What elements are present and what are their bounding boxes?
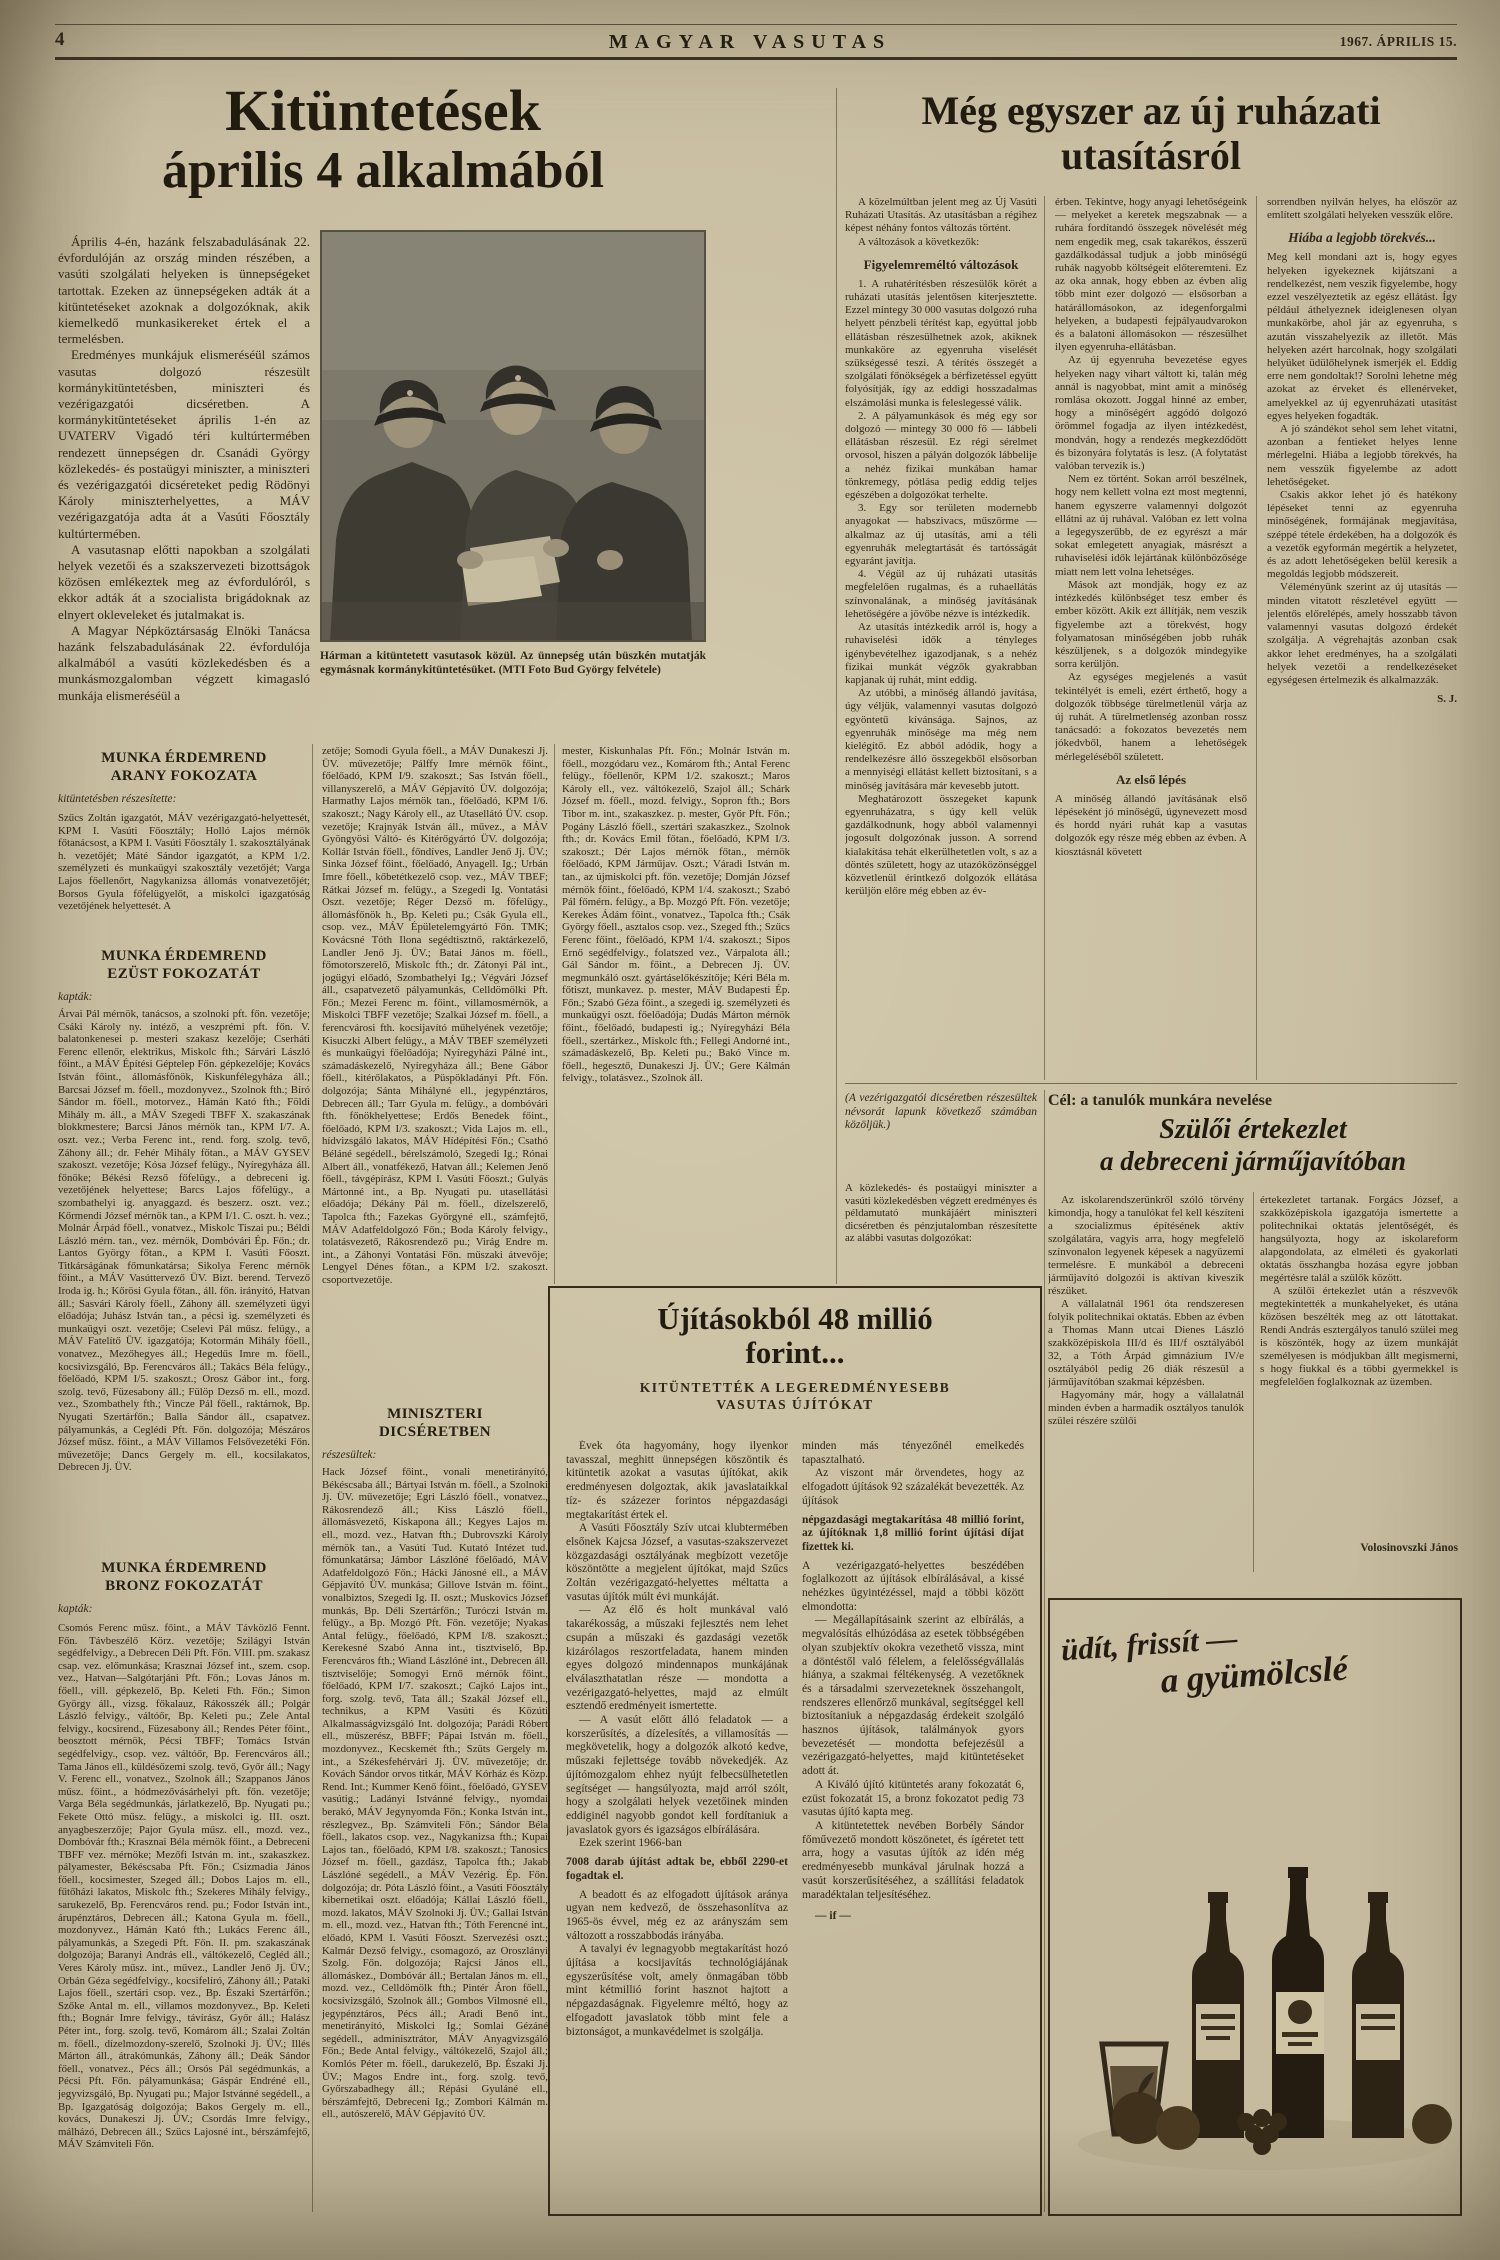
column-rule [312,744,313,2212]
issue-date: 1967. ÁPRILIS 15. [1339,34,1457,49]
school-col1: Az iskolarendszerünkről szóló törvény kimondja, hogy a tanulókat fel kell készíteni a szocializmus építésének aktív szolgálatára, vagyis arra, hogy megfelelő színvonalon legyenek képesek a nagyüzemi termelésre. E munkából a debreceni járműjavító dolgozói is aktívan kiveszik részüket. A vállalatnál 1961 óta rendszeresen folyik politechnikai oktatás. Ebben az évben a Thomas Mann utcai Dienes László szakközépiskola III/d és III/f osztályából 32, a Tóth Árpád gimnázium IV/e osztályából pedig 26 diák részesül a járműjavítóban szakmai képzésben. Hagyomány már, hogy a vállalatnál minden évben a harmadik osztályos tanulók szülei részére szülői [1048,1194,1244,1427]
innovation-headline [550,1302,1040,1370]
uniform-col3-body: Meg kell mondani azt is, hogy egyes helyeken igyekeznek kijátszani a rendelkezést, nem veszik figyelembe, hogy ezzel veszélyeztetik az egész ellátást. Így például áthelyeznek ideiglenesen olyan munkakörbe, ahol jár az egyenruha, s azután visszahelyezik az illetőt. Más helyeken azért harcolnak, hogy szolgálati helyüket üdülőhelynek ismerjék el. Eddig erre nem gondoltak!? Sorolni lehetne még azokat az érveket és ellenérveket, amelyekkel az új egyenruházati utasítást egyes helyeken fogadták. A jó szándékot sehol sem lehet vitatni, azonban a fentieket helyes lenne mérlegelni. Hiába a legjobb törekvés, ha nem vesszük figyelembe az adott lehetőségeket. Csakis akkor lehet jó és hatékony lépéseket tenni az egyenruha minőségének, formájának megjavítása, széppé tétele érdekében, ha a dolgozók és a vezetők egyformán megértik a helyzetet, és az adott lehetőségeken belül keresik a megoldás legjobb módszereit. Véleményünk szerint az új utasítás — minden vitatott részletével együtt — jelentős előrelépés, amely hosszabb távon valamennyi vasutas dolgozó érdekét szolgálja. A végrehajtás azonban csak akkor lehet eredményes, ha a szolgálati helyek vezetői a rendelkezéseket egységesen értelmezik és alkalmazzák. [1267,251,1457,686]
header-top-rule [55,24,1457,25]
section-divider-rule [1044,1090,1045,2212]
awards-intro: Április 4-én, hazánk felszabadulásának 22. évfordulóján az ország minden részében, a vasúti szolgálati helyeken is ünnepségeket tartottak. Ezeken az ünnepségeken adták át a kitüntetéseket azoknak a dolgozóknak, akik kiemelkedő munkasikereket értek el a termelésben. Eredményes munkájuk elismeréséül számos vasutas dolgozó részesült kormánykitüntetésben, miniszteri és vezérigazgatói dicséretben. A kormánykitüntetéseket április 1-én az UVATERV Vigadó téri kultúrtermében rendezett ünnepségen dr. Csanádi György közlekedés- és postaügyi miniszter, a miniszteri és vezérigazgatói dicséreteket pedig Rödönyi Károly miniszterhelyettes, a MÁV vezérigazgatója adta át a Vasúti Főosztály kultúrtermében. A vasutasnap előtti napokban a szolgálati helyek vezetői és a szakszervezeti bizottságok közösen emlékeztek meg az évfordulóról, s ekkor adták át a szocialista brigádoknak az elnyert okleveleket és jutalmakat is. A Magyar Népköztársaság Elnöki Tanácsa hazánk felszabadulásának 22. évfordulója alkalmából a vasúti közlekedésben és a munkásmozgalomban végzett kimagasló munkája elismeréséül a [58,234,310,703]
gold-section-lead: kitüntetésben részesítette: [58,793,177,805]
ministerial-heading-line2: DICSÉRETBEN [379,1423,491,1440]
school-headline [1048,1114,1458,1177]
gold-section-heading [58,750,310,785]
school-col2: értekezletet tartanak. Forgács József, a szakközépiskola igazgatója ismertette a politechnikai oktatás jelentőségét, és hangsúlyozta, hogy az iskolareform alapgondolata, az elméleti és gyakorlati oktatás összhangba hozása egyre jobban megértésre talál a szülők között. A szülői értekezlet után a részvevők megtekintették a munkahelyeket, és utána közösen beszélték meg az ott látottakat. Rendi András esztergályos tanuló szülei meg is köszönték, hogy az üzem munkáját személyesen is módjukban állt megismerni, s hogy fiukkal és a többi gyermekkel is megfelelően foglalkoznak az üzemben. [1260,1194,1458,1388]
innovation-col1-after: A beadott és az elfogadott újítások aránya ugyan nem kedvező, de összehasonlítva az 1965-ös évvel, még ez az arányszám sem változott a rosszabbodás irányába. A tavalyi év legnagyobb megtakarítást hozó újítása a kocsijavítás technológiájának egyszerűsítése volt, amely önmagában több mint kétmillió forint hasznot hajtott a népgazdaságnak. Figyelemre méltó, hogy az elfogadott javaslatok több mint fele a biztonságot, a munkavédelmet is szolgálja. [566,1888,788,2038]
innovation-subhead-line1: KITÜNTETTÉK A LEGEREDMÉNYESEBB [639,1380,951,1395]
innovation-col2-after: A vezérigazgató-helyettes beszédében foglalkozott az újítások elbírálásával, a kissé nehézkes ügyintézéssel, majd a többi között elmondotta: — Megállapításaink szerint az elbírálás, a megvalósítás elhúzódása az esetek többségében olyan szubjektív okokra vezethető vissza, mint a döntéstől való félelem, a felelősségvállalás hiánya, a szakmai féltékenység. A vezetőknek és a társadalmi szervezeteknek összehangolt, rendszeres ellenőrző munkával, segítséggel kell biztosítaniuk a népgazdaság érdekeit szolgáló hasznos újítások, találmányok gyors bevezetését — mondotta befejezésül a vezérigazgató-helyettes, majd kitüntetéseket adott át. A Kiváló újító kitüntetés arany fokozatát 6, ezüst fokozatát 15, a bronz fokozatot pedig 73 vasutas újító kapta meg. A kitüntetettek nevében Borbély Sándor főművezető mondott köszönetet, és ígéretet tett arra, hogy a vasutas újítók az idén még eredményesebb munkával járulnak hozzá a vasút korszerűsítéséhez, a szállítási feladatok maradéktalan teljesítéséhez. [802,1559,1024,1901]
uniform-signature: S. J. [1437,693,1457,706]
uniform-subhead-first-step: Az első lépés [1115,771,1187,787]
silver-section-heading [58,948,310,983]
innovation-savings-bold: népgazdasági megtakarítása 48 millió forint, az újítóknak 1,8 millió forint újítási díjat fizettek ki. [802,1513,1024,1553]
masthead-title: MAGYAR VASUTAS [608,31,892,53]
awards-photo-illustration [320,230,706,642]
awards-headline-line2: április 4 alkalmából [161,142,605,199]
juice-ad-slogan [1060,1607,1446,1707]
school-signature: Volosinovszki János [1360,1542,1458,1554]
silver-heading-line1: MUNKA ÉRDEMREND [101,948,267,964]
innovation-subhead [550,1379,1040,1413]
school-headline-line1: Szülői értekezlet [1159,1114,1347,1145]
bronze-names: Csomós Ferenc műsz. főint., a MÁV Távközlő Fennt. Főn. Távbeszélő Körz. vezetője; Szilágyi István segédfelvigy., a Debrecen Déli Pft. Főn. VIII. pm. szakasz csap. vez. előmunkása; Krasznai József int., szem. csop. vez., Hatvan—Salgótarjáni Pft. Főn.; Lovas János m. főell., vill. gépkezelő, Bp. Keleti Fth. Főn.; Simon György áll., vizsg. főkalauz, Rákosszék áll.; Polgár László felvigy., váltóőr, Bp. Keleti pu.; Zele Antal felvigy., kocsirend., Füzesabony áll.; Rendes Péter főint., beosztott mérnök, Pécsi TBFF; Tomács István segédfelvigy., csop. vez. váltóőr, Bp. Ferencváros áll.; Tama János ell., küldésőzemi szolg. tevő, Győr áll.; Nagy V. Ferenc ell., vonatvez., Szolnok áll.; Szappanos János műsz. főint., a hódmezővásárhelyi pft. főn. vezetője; Varga Béla segédmunkás, járlatkezelő, Bp. Nyugati pu.; Fekete Ottó műsz. felügy., a miskolci ig. III. oszt. anyagbeszerzője; Pajor Gyula műsz. ell., mozd. vez., Dombóvár fth.; Krasznai Béla mérnök főint., a Debreceni TBFF vez. mérnöke; Mezőfi István m. int., szakaszkez. pályamester, Békéscsaba Pft. Főn.; Csizmadia János főell., kocsimester, Szeged áll.; Dobos Lajos m. ell., fűtőházi lakatos, Miskolc fth.; Szekeres Mihály felvigy., sarukezelő, Bp. Ferencváros rend. pu.; Fodor István int., árupénztáros, Debrecen áll.; Katona Gyula m. főell., mozdonyvez., Hámán Kató fth.; Lukács Ferenc áll., pályamunkás, a Szegedi Pft. Főn. II. pm. szakaszának dolgozója; Baranyi András ell., váltókezelő, Cegléd áll.; Veres Károly műsz. int., művez., Landler Jenő Jj. ÜV.; Orbán Géza segédfelvigy., kocsifelíró, Záhony áll.; Pataki Lajos főell., szertári csop. vez., Bp. Északi Szertárfőn.; Szőke Antal m. ell., villamos mozdonyvez., Bp. Keleti fth.; Bognár Imre felvigy., távírász, Győr áll.; Halász Péter int., forg. szolg. tevő, Komárom áll.; Szalai Zoltán m. főell., dízelmozdony-szerelő, Szolnoki Jj. ÜV.; Illés Márton áll., átrakómunkás, Záhony áll.; Deák Sándor főell., vonatvez., Pécs áll.; Orsós Pál segédmunkás, a Pécsi Pft. Főn. pályamunkása; Gáspár Endréné ell., jegyvizsgáló, Bp. Nyugati pu.; Major Istvánné segédell., a Bp. Igazgatóság dolgozója; Bakos Gergely m. ell., kovács, Dunakeszi Jj. ÜV.; Csordás Imre felvigy., málházó, Debrecen áll.; Szücs Lajosné int., bérszámfejtő, MÁV Számviteli Főn. [58,1622,310,2151]
innovation-col2 [802,1440,1024,2196]
innovation-box [548,1286,1042,2216]
uniform-col1-intro: A közelmúltban jelent meg az Új Vasúti Ruházati Utasítás. Az utasításban a régihez képest néhány fontos változás történt. A változások a következők: [845,196,1037,248]
uniform-subhead-effort: Hiába a legjobb törekvés... [1288,230,1436,246]
awards-names-col2: zetője; Somodi Gyula főell., a MÁV Dunakeszi Jj. ÜV. művezetője; Pálffy Imre mérnök főint., főelőadó, KPM I/9. szakoszt.; Sas István főell., villanyszerelő, a MÁV Gépjavító ÜV. dolgozója; Harmathy Lajos mérnök tan., főelőadó, KPM I/6. szakoszt.; Nagy Károly ell., az Utasellátó ÜV. csop. vezetője; Krajnyák István áll., művez., a MÁV Gyöngyösi Váltó- és Kitérőgyártó ÜV. dolgozója; Kollár István főell., főndíves, Landler Jenő Jj. ÜV.; Sinka József főint., főelőadó, Anyagell. Ig.; Urbán Imre főell., kőbetétkezelő csop. vez., MÁV TBEF; Rátkai József m. felügy., a Szegedi Ig. Vontatási Oszt. vezetője; Réger Dezső m. főfelügy., állomásfőnök h., Bp. Keleti pu.; Csák Gyula ell., csop. vez., MÁV Épületelemgyártó Főn. TMK; Kovácsné Tóth Ilona segédtisztnő, raktárkezelő, Landler Jenő Jj. ÜV.; Batai János m. főell., főmotorszerelő, Miskolc fth.; dr. Zátonyi Pál int., jogügyi előadó, Szombathelyi Ig.; Végvári József áll., csapatvezető pályamunkás, Celldömölki Pft. Főn.; Mezei Ferenc m. főint., villamosmérnök, a Miskolci TBFF vezetője; Szalkai József m. főell., a ferencvárosi fth. kocsijavító műhelyének vezetője; Kisuczki Albert felügy., a MÁV TBEF személyzeti és munkaügyi főelőadója; Nyíregyházi Pálné int., számadáskezelő, Nyíregyháza áll.; Bene Gábor főell., kitérőlakatos, a Püspökladányi Pft. Főn. dolgozója; Sánta Mihályné ell., jegypénztáros, Debrecen áll.; Tarr Gyula m. felügy., a dombóvári fth. főnökhelyettese; Erdős Benedek főint., főelőadó, KPM I/3. szakoszt.; Vida Lajos m. ell., hídvizsgáló lakatos, MÁV Hídépítési Főn.; Csathó Béláné segédell., bérelszámoló, Szegedi Ig.; Rónai Albert áll., vonatfékező, Hatvan áll.; Kelemen Jenő főell., távgépírász, KPM I. Vasúti Főoszt.; Gulyás Mártonné int., a Bp. Nyugati pu. utasellátási előadója; Dékány Pál m. főell., dízelszerelő, Tapolca fth.; Fazekas Györgyné ell., számfejtő, MÁV Adatfeldolgozó Főn.; Boda Károly felvigy., tolatásvezető, Rákosrendező pu.; Virág Endre m. int., a Záhonyi Vontatási Főn. műszaki átvevője; Lengyel Dénes főtan., a KPM I/2. szakoszt. csoportvezetője. [322,745,548,1286]
silver-section-lead: kapták: [58,991,93,1003]
innovation-subhead-line2: VASUTAS ÚJÍTÓKAT [716,1397,874,1412]
awards-photo [320,230,706,642]
juice-ad-slogan-line1: üdít, frissít — [1059,1620,1239,1668]
uniform-col3 [1267,196,1457,1080]
ministerial-names: Hack József főint., vonali menetirányító, Békéscsaba áll.; Bártyai István m. főell., a Szolnoki Jj. ÜV. művezetője; Egri László főell., vonatvez., Rákosrendező áll.; Kiss László főell., állomásvezető, Kiskapona áll.; Kegyes Lajos m. ell., mozd. vez., Hatvan fth.; Dubrovszki Károly mérnök tan., a Vasúti Tud. Kutató Intézet tud. főmunkatársa; Jámbor Lászlóné főelőadó, MÁV Adatfeldolgozó Főn.; Hácki Jánosné ell., a MÁV Gépjavító ÜV. munkása; Gillove István m. főint., vonalbiztos, Szegedi Ig. II. oszt.; Muskovics József munkás, Bp. Déli Szertárfőn.; Turóczi István m. felügy., a Bp. Mozgó Pft. Főn. vezetője; Nyakas Antal felügy., főelőadó, KPM I/8. szakoszt.; Kerekesné Szabó Anna int., tisztviselő, Bp. Ferencváros fth.; Wiand Lászlóné int., Debrecen áll. tisztviselője; Somogyi Ernő mérnök főint., főelőadó, KPM I/7. szakoszt.; Cajkó Lajos int., forg. szolg. tevő, Tata áll.; Szakál József ell., technikus, a KPM Vasúti és Közúti Alkalmasságvizsgáló Int. dolgozója; Parádi Róbert ell., műszerész, BBFF; Pápai István m. főell., mozdonyvez., Kecskemét fth.; Szüts Gergely m. int., a Székesfehérvári Jj. ÜV. művezetője; dr. Kovách Sándor orvos titkár, MÁV Kórház és Közp. Rend. Int.; Kummer Kenő főint., főelőadó, GYSEV vasútig.; Ladányi Istvánné felvigy., nyomdai berakó, MÁV Jegynyomda Főn.; Konka István int., részlegvez., Bp. Számviteli Főn.; Sándor Béla főell., lakatos csop. vez., Nagykanizsa fth.; Kupai Lajos tan., főelőadó, KPM I/8. szakoszt.; Tanosics József m. főell., gazdász, Tapolca fth.; Jakab Lászlóné segédell., a MÁV Vezérig. Ép. Főn. dolgozója; dr. Póta László főint., a Vasúti Főosztály kibernetikai oszt. előadója; Kállai László főell., mozd. lakatos, MÁV Szolnoki Jj. ÜV.; Gallai István m. ell., mozd. vez., Hatvan fth.; Tóth Ferencné int., előadó, KPM I. Vasúti Főoszt. Szervezési oszt.; Kalmár Dezső felvigy., csomagozó, az Oroszlányi Szolg. Főn. dolgozója; Rajcsi János ell., állomáskez., Dombóvár áll.; Bertalan János m. ell., mozd. vez., Celldömölk fth.; Pintér Áron főell., kocsivizsgáló, Szolnok áll.; Gombos Vilmosné ell., jegypénztáros, Pécs áll.; Aradi Benő int., menetirányító, Miskolci Ig.; Somlai Gézáné segédell., adminisztrátor, MÁV Anyagvizsgáló Főn.; Bede Antal felvigy., váltókezelő, Szajol áll.; Komlós Péter m. főell., darukezelő, Bp. Északi Jj. ÜV.; Magos Endre int., forg. szolg. tevő, Győrszabadhegy áll.; Répási Gyuláné ell., bérszámfejtő, Debreceni Ig.; Zombori Kálmán m. ell., autószerelő, MÁV Gépjavító ÜV. [322,1466,548,2121]
bronze-heading-line2: BRONZ FOKOZATÁT [105,1577,263,1594]
silver-heading-line2: EZÜST FOKOZATÁT [107,965,261,982]
header-rule [55,57,1457,60]
gold-heading-line2: ARANY FOKOZATA [110,767,258,784]
uniform-col3-lead: sorrendben nyilván helyes, ha először az említett szolgálati helyeken vesszük előre. [1267,196,1457,222]
ministerial-lead-in: A közlekedés- és postaügyi miniszter a vasúti közlekedésben végzett eredményes és példamutató munkájáért miniszteri dicséretben és pénzjutalomban részesítette az alábbi vasutas dolgozókat: [845,1182,1037,1245]
bronze-section-lead: kapták: [58,1603,93,1615]
gold-heading-line1: MUNKA ÉRDEMREND [101,750,267,766]
ministerial-section-lead: részesültek: [322,1449,377,1461]
editor-note: (A vezérigazgatói dicséretben részesültek névsorát lapunk következő számában közöljük.) [845,1092,1037,1132]
uniform-col2-after: A minőség állandó javításának első lépéseként jó minőségű, úgynevezett mosd és hordd nyári ruhát kap a vasutas dolgozók egy része még ebben az évben. A kiosztásnál követett [1055,792,1247,858]
uniform-headline-line2: utasításról [1061,133,1241,178]
ministerial-section-heading [322,1406,548,1441]
section-rule [845,1083,1457,1084]
school-kicker: Cél: a tanulók munkára nevelése [1048,1092,1272,1109]
juice-ad-slogan-line2: a gyümölcslé [1159,1648,1350,1701]
innovation-byline: — if — [815,1910,851,1923]
silver-names: Árvai Pál mérnök, tanácsos, a szolnoki pft. főn. vezetője; Csáki Károly ny. intéző, a veszprémi pft. főn. V. balatonkenesei p. mesteri szakasz kezelője; Cserháti Ferenc ellenőr, elektrikus, Miskolc fth.; Sárvári László főint., a MÁV Építési Géptelep Főn. gépkezelője; Kovács István főint., állomásfőnök, Kiskunfélegyháza áll.; Barcsai József m. főell., mozdonyvez., Szolnok fth.; Bíró Sándor m. főell., motorvez., Hámán Kató fth.; Földi Mihály m. áll., a MÁV Szegedi TBFF X. szakaszának blokkmestere; Barcsi János mérnök tan., KPM I/7. A. oszt. vez.; Verba Ferenc int., rend. forg. szolg. tevő, Záhony áll.; dr. Fehér Mihály főtan., a MÁV GYSEV szakoszt. vezetője; Kósa József felügy., Nyíregyháza áll. főnöke; Békési Rezső főfelügy., a debreceni ig. vezetőjének helyettese; Barcs Lajos főfelügy., a szombathelyi ig. anyaggazd. és beszerz. oszt. vez.; Kőrmendi József mérnök tan., a KPM I/1. C. oszt. h. vez.; Molnár Árpád főell., vonatvez., Miskolc Tiszai pu.; Béldi László mérn. tan., vez. mérnök, Dombóvári Ép. Főn.; dr. Lantos György főtan., a KPM I. Vasúti Főoszt. Titkárságának főmunkatársa; Sikolya Ferenc mérnök főint., a MÁV Vasúttervező ÜV. Bizt. berend. Tervező Iroda ig. h.; Kőrösi Gyula főtan., áll. főn. irányító, Hatvan áll.; Sasvári Károly főell., Záhony áll. személyzeti ügyi előadója; Juhász István tan., a pécsi ig. személyzeti és munkaügyi oszt. vezetője; Cselevi Pál műsz. felügy., a MÁV Fatelítő ÜV. igazgatója; Kotormán Mihály főell., vonatvez., Mezőhegyes áll.; Hegedűs Imre m. főell., kocsivizsgáló, Bp. Ferencváros áll.; Takács Béla felügy., főelőadó, KPM I/5. szakoszt.; Orosz Gábor int., forg. szolg. tevő, Füzesabony áll.; Fülöp Dezső m. ell., mozd. vez., Szombathely fth.; Vincze Pál főell., raktárnok, Bp. Nyugati Szertárfőn.; Balla Sándor áll., csapatvez. pályamunkás, a Ceglédi Pft. Főn. dolgozója; Mészáros József műsz. főint., a MÁV Villamos Felsővezetéki Főn. művezetője; Dancs Gergely m. ell., kocsilakatos, Debrecen Jj. ÜV. [58,1008,310,1474]
school-headline-line2: a debreceni járműjavítóban [1100,1146,1406,1176]
innovation-col2-before: minden más tényezőnél emelkedés tapasztalható. Az viszont már örvendetes, hogy az elfogadott újítások 92 százalékát bevezették. Az újítások [802,1440,1024,1507]
awards-names-col3: mester, Kiskunhalas Pft. Főn.; Molnár István m. főell., mozgódaru vez., Komárom fth.; Antal Ferenc felügy., főellenőr, KPM 1/2. szakoszt.; Maros Károly ell., vez. váltókezelő, Szajol áll.; Schárk József m. főell., mozd. felvigy., Sopron fth.; Bors Tibor m. int., szakaszkez. p. mester, Győr Pft. Főn.; Pogány László főell., szertári szakaszkez., Szolnok fth.; dr. Kovács Emil főtan., főelőadó, KPM I/3. szakoszt.; Dér Lajos mérnök főtan., mérnök főelőadó, KPM Járműjav. Oszt.; Váradi István m. tan., az újmiskolci pft. főn. vezetője; Domján József mérnök főint., főelőadó, KPM 1/4. szakoszt.; Szabó Pál főmérn. felügy., a Bp. Mozgó Pft. Főn. vezetője; Kerekes Ádám főint., vonatvez., Tapolca fth.; Csák György főell., asztalos csop. vez., Szeged fth.; Szűcs Ferenc főint., főelőadó, KPM 1/4. szakoszt.; Sipos Ernő segédfelvigy., folatszed vez., Várpalota áll.; Gál Sándor m. főint., a Debrecen Jj. ÜV. megmunkáló oszt. gyártáselőkészítője; Kéri Béla m. főtiszt, munkavez. p. mester, MÁV Budapesti Ép. Főn.; Szabó Géza főint., a szegedi ig. személyzeti és munkaügyi oszt. főelőadója; Dudás Márton mérnök főint., főelőadó, budapesti ig.; Nyíregyházi Béla főell., szertárkez., Miskolc fth.; Fellegi Andorné int., számadáskezelő, Bp. Keleti pu.; Bakó Vince m. főell., hegesztő, Dunakeszi Jj. ÜV.; Gere Kálmán felvigy., tolatásvez., Szolnok áll. [562,745,790,1085]
gold-names: Szűcs Zoltán igazgatót, MÁV vezérigazgató-helyettesét, KPM I. Vasúti Főosztály; Holló Lajos mérnök főtanácsost, a KPM I. Vasúti Főosztály 1. szakosztályának h. vezetőjét; Máté Sándor igazgatót, a KPM 1/2. személyzeti és munkaügyi szakosztály vezetőjét; Varga Lajos főellenőrt, Nagykanizsa állomás vonatvezetőjét; Borsos Gyula főfelügyelőt, a miskolci igazgatóság vezetőjének helyettesét. A [58,812,310,913]
uniform-col2 [1055,196,1247,1080]
ministerial-heading-line1: MINISZTERI [387,1406,483,1422]
awards-headline [58,80,708,200]
uniform-col2-body: érben. Tekintve, hogy anyagi lehetőségeink — melyeket a keretek megszabnak — a ruhára fordítandó összegek növelését még nem engedik meg, csak takarékos, ésszerű gazdálkodással tudjuk a jobb minőségű ruhák nagyobb költségeit előteremteni. Ez az oka annak, hogy ebben az évben alig több mint ezer dolgozó — elsősorban a határállomásokon, az idegenforgalmi helyeken, a budapesti fejpályaudvarokon és a balatoni állomásokon — részesülhet ilyen egyenruha-ellátásban. Az új egyenruha bevezetése egyes helyeken nagy vihart váltott ki, talán még annál is nagyobbat, mint amit a minőség romlása okozott. Joggal hinné az ember, hogy a minőségért aggódó dolgozó örömmel fogadja az ilyen intézkedést, mondván, hogy a rendezés megkezdődött és bizonyára folytatás is lesz. (A folytatást valóban tervezik is.) Nem ez történt. Sokan arról beszélnek, hogy nem kellett volna ezt most megtenni, hanem egyszerre valamennyi dolgozót ellátni az új ruhával. Valóban ez lett volna a legegyszerűbb, de ez egyrészt a már sokat emlegetett anyagiak, másrészt a ruhaviselési idők lejártának különbözősége miatt nem lett volna lehetséges. Mások azt mondják, hogy ez az intézkedés különbséget tesz ember és ember között. Akik ezt állítják, nem veszik figyelembe azt a törekvést, hogy folyamatosan minőségében jobb ruhák készüljenek, s a dolgozók mindegyike sorra kerüljön. Az egységes megjelenés a vasút tekintélyét is emeli, ezért érthető, hogy a dolgozók többsége türelmetlenül várja az új ruhát. A türelmetlenség azonban rossz tanácsadó: a fokozatos bevezetés nem jókedvből, hanem a lehetőségek mérlegeléséből született. [1055,196,1247,763]
uniform-subhead-changes: Figyelemreméltó változások [863,256,1019,272]
column-rule [1044,196,1045,1080]
uniform-headline [845,88,1457,178]
uniform-col1-body: 1. A ruhatérítésben részesülők körét a ruházati utasítás jelentősen kiterjesztette. Ezzel mintegy 30 000 vasutas dolgozó ruha helyett pénzbeli térítést kap, egyúttal jobb ellátásban részesülhetnek azok, akiknek munkaköre az egyenruha viselését szükségessé teszi. A térítés összegét a szolgálati főnökségek a bérfizetéssel együtt folyósítják, így az eddigi hosszadalmas elszámolási munka is feleslegessé válik. 2. A pályamunkások és még egy sor dolgozó — mintegy 30 000 fő — lábbeli ellátásban részesül. Ez régi sérelmet orvosol, hiszen a pályán dolgozók lábbelije a nehéz fizikai munkában hamar tönkremegy, pótlása pedig eddig teljes egészében a dolgozókat terhelte. 3. Egy sor területen modernebb anyagokat — habszivacs, műszörme — alkalmaz az új utasítás, ami a téli egyenruhák melegtartását és tartósságát egyaránt javítja. 4. Végül az új ruházati utasítás megfelelően rugalmas, és a ruhaellátás színvonalának, a minőség javításának lehetőségére a jövőbe nézve is intézkedik. Az utasítás intézkedik arról is, hogy a ruhaviselési idők a tényleges igénybevételhez igazodjanak, s a nehéz fizikai munkát végzők gyakrabban kapjanak új ruhát, mint eddig. Az utóbbi, a minőség állandó javítása, úgy véljük, valamennyi vasutas dolgozó egyöntetű kívánsága. Sajnos, az egyenruhák minősége ma még nem kielégítő. Ez abból adódik, hogy a rendelkezésre álló összegekből elsősorban a mennyiségi ellátást kellett biztosítani, s a minőség javítására már kevesebb jutott. Meghatározott összegeket kapunk egyenruházatra, s úgy kell velük gazdálkodnunk, hogy abból valamennyi jogosult dolgozónak jusson. A sorrend kialakítása tehát elkerülhetetlen volt, s az a döntés született, hogy az utazóközönséggel közvetlenül érintkező dolgozók ellátása kerüljön előre még ebben az év- [845,277,1037,898]
bronze-heading-line1: MUNKA ÉRDEMREND [101,1560,267,1576]
juice-bottles-illustration [1050,1714,1456,2204]
column-rule [554,744,555,1284]
column-rule [1256,196,1257,1080]
page-number: 4 [55,29,65,50]
article-divider-rule [836,88,837,1284]
uniform-headline-line1: Még egyszer az új ruházati [921,88,1381,133]
uniform-col1 [845,196,1037,1080]
innovation-col1 [566,1440,788,2196]
innovation-stat-bold: 7008 darab újítást adtak be, ebből 2290-et fogadtak el. [566,1856,788,1882]
innovation-headline-line1: Újításokból 48 millió [657,1301,933,1336]
awards-headline-line1: Kitüntetések [225,78,541,143]
innovation-headline-line2: forint... [745,1335,845,1370]
photo-caption: Hárman a kitüntetett vasutasok közül. Az ünnepség után büszkén mutatják egymásnak kormánykitüntetésüket. (MTI Foto Bud György felvétele) [320,650,706,676]
juice-ad [1048,1598,1462,2216]
column-rule [1253,1192,1254,1572]
bronze-section-heading [58,1560,310,1595]
innovation-col1-before: Évek óta hagyomány, hogy ilyenkor tavasszal, meghitt ünnepségen köszöntik és kitüntetik azokat a vasutas újítókat, akik eredményesen dolgoztak, akik javaslataikkal tíz- és százezer forintos népgazdasági megtakarítást értek el. A Vasúti Főosztály Szív utcai klubtermében elsőnek Kajcsa József, a vasutas-szakszervezet közgazdasági osztályának megbízott vezetője köszöntötte a megjelent újítókat, majd Szűcs Zoltán vezérigazgató-helyettes méltatta a vasutas újítók múlt évi munkáját. — Az élő és holt munkával való takarékosság, a műszaki fejlesztés nem lehet csupán a műszaki és gazdasági vezetők kizárólagos reszortfeladata, hanem minden egyes dolgozó mindennapos munkájának elválaszthatatlan része — mondotta a vezérigazgató-helyettes, majd az elmúlt esztendő eredményeit ismertette. — A vasút előtt álló feladatok — a korszerűsítés, a dízelesítés, a villamosítás — megkövetelik, hogy a dolgozók alkotó kedve, műszaki fejlettsége tovább növekedjék. Az újítómozgalom ehhez nyújt felbecsülhetetlen segítséget — hangsúlyozta, majd arról szólt, hogy a szolgálati helyek vezetőinek minden eddiginél nagyobb gondot kell fordítaniuk a javaslatok gyors és igazságos elbírálására. Ezek szerint 1966-ban [566,1440,788,1850]
